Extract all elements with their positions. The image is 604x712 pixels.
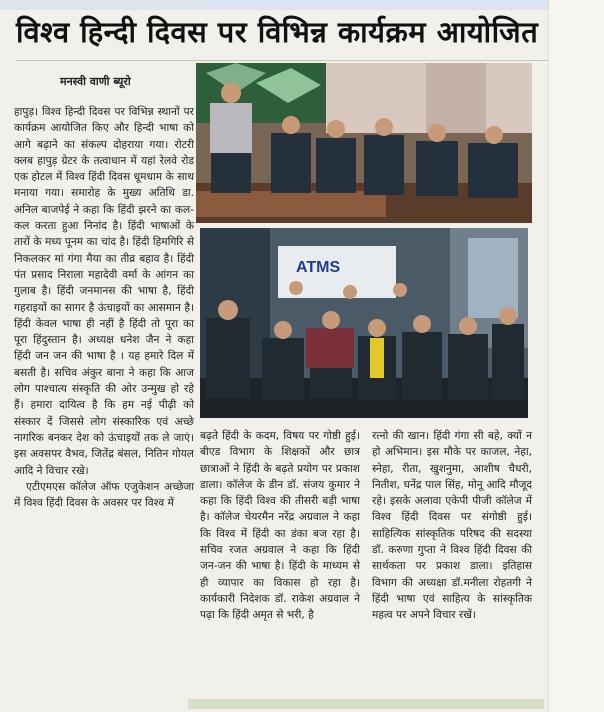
column-3-text: रत्नो की खान। हिंदी गंगा सी बहे, क्यों न हो अभिमान। इस मौके पर काजल, नेहा, स्नेहा, रीता, खुशनुमा, आशीष चैधरी, नितीश, घनेंद्र पाल सिंह, मोनू आदि मौजूद रहे। इसके अलावा एकेपी पीजी कॉलेज में विश्व हिंदी दिवस पर संगोष्ठी हुई। साहित्यिक सांस्कृतिक परिषद की सदस्या डॉ. करुणा गुप्ता ने विश्व हिंदी दिवस की सार्थकता पर प्रकाश डाला। इतिहास विभाग की अध्यक्षा डॉ.मनीला रोहतगी ने हिंदी भाषा एवं साहित्य के सांस्कृतिक महत्व पर अपने विचार रखें। bbox=[372, 430, 532, 622]
photo-atms-college-event bbox=[200, 228, 528, 418]
banner-text: ATMS bbox=[296, 259, 341, 276]
column-1-text-b: एटीएमएस कॉलेज ऑफ एजुकेशन अच्छेजा में विश्व हिंदी दिवस के अवसर पर विश्व में bbox=[14, 480, 194, 510]
photo-rotary-club-event bbox=[196, 63, 532, 223]
article-column-2 bbox=[200, 428, 360, 624]
photo-rotary-illustration bbox=[196, 63, 532, 223]
column-2-text: बढ़ते हिंदी के कदम, विषय पर गोष्ठी हुई। बीएड विभाग के शिक्षकों और छात्र छात्राओं ने हिंदी के बढ़ते प्रयोग पर प्रकाश डाला। कॉलेज के डीन डॉ. संजय कुमार ने कहा कि हिंदी विश्व की तीसरी बड़ी भाषा है। कॉलेज चेयरमैन नरेंद्र अग्रवाल ने कहा कि विश्व में हिंदी का डंका बज रहा है। सचिव रजत अग्रवाल ने कहा कि हिंदी जन-जन की भाषा है। हिंदी के माध्यम से ही व्यापार का विकास हो रहा है। कार्यकारी निदेशक डॉ. राकेश अग्रवाल ने पढ़ा कि हिंदी अमृत से भरी, है bbox=[200, 430, 360, 622]
article-column-3 bbox=[372, 428, 532, 624]
top-blue-strip bbox=[205, 0, 545, 8]
photo-atms-illustration bbox=[200, 228, 528, 418]
bottom-strip bbox=[188, 699, 544, 709]
top-band bbox=[0, 0, 604, 10]
headline-divider bbox=[16, 60, 580, 61]
column-1-text: हापुड़। विश्व हिन्दी दिवस पर विभिन्न स्थानों पर कार्यक्रम आयोजित किए और हिन्दी भाषा को आगे बढ़ाने का संकल्प दोहराया गया। रोटरी क्लब हापुड़ ग्रेटर के तत्वाधान में यहां रेलवे रोड एक होटल में विश्व हिंदी दिवस धूमधाम के साथ मनाया गया। समारोह के मुख्य अतिथि डा. अनिल बाजपेई ने कहा कि हिंदी झरने का कल-कल करता हुआ निनांद है। हिंदी भाषाओं के तारों के मध्य पूनम का चांद है। हिंदी हिमगिरि से निकलकर मां गंगा मैया का तीव्र बहाव है। हिंदी पंत प्रसाद निराला महादेवी वर्मा के आंगन का गुलाब है। हिंदी जनमानस की भाषा है, हिंदी गहराइयों का सागर है ऊंचाइयों का आसमान है।हिंदी केवल भाषा ही नहीं है हिंदी तो पूरा का पूरा हिंदुस्तान है। अध्यक्ष धनेश जैन ने कहा हिंदी जन जन की भाषा है । यह हमारे दिल में बसती है। सचिव अंकुर बाना ने कहा कि आज लोग पाश्चात्य संस्कृति की ओर उन्मुख हो रहे हैं। हमारा दायित्व है कि हम नई पीढ़ी को संस्कार दें जिससे लोग संस्कारिक एवं अच्छे नागरिक बनकर देश को ऊंचाइयों तक ले जाएं। इस अवसपर वैभव, जितेंद्र बंसल, नितिन गोयल आदि ने विचार रखे। bbox=[14, 106, 194, 477]
byline: मनस्वी वाणी ब्यूरो bbox=[60, 75, 131, 88]
article-column-1 bbox=[14, 104, 194, 511]
adjacent-page-edge bbox=[548, 0, 604, 712]
headline: विश्व हिन्दी दिवस पर विभिन्न कार्यक्रम आयोजित bbox=[16, 15, 539, 49]
